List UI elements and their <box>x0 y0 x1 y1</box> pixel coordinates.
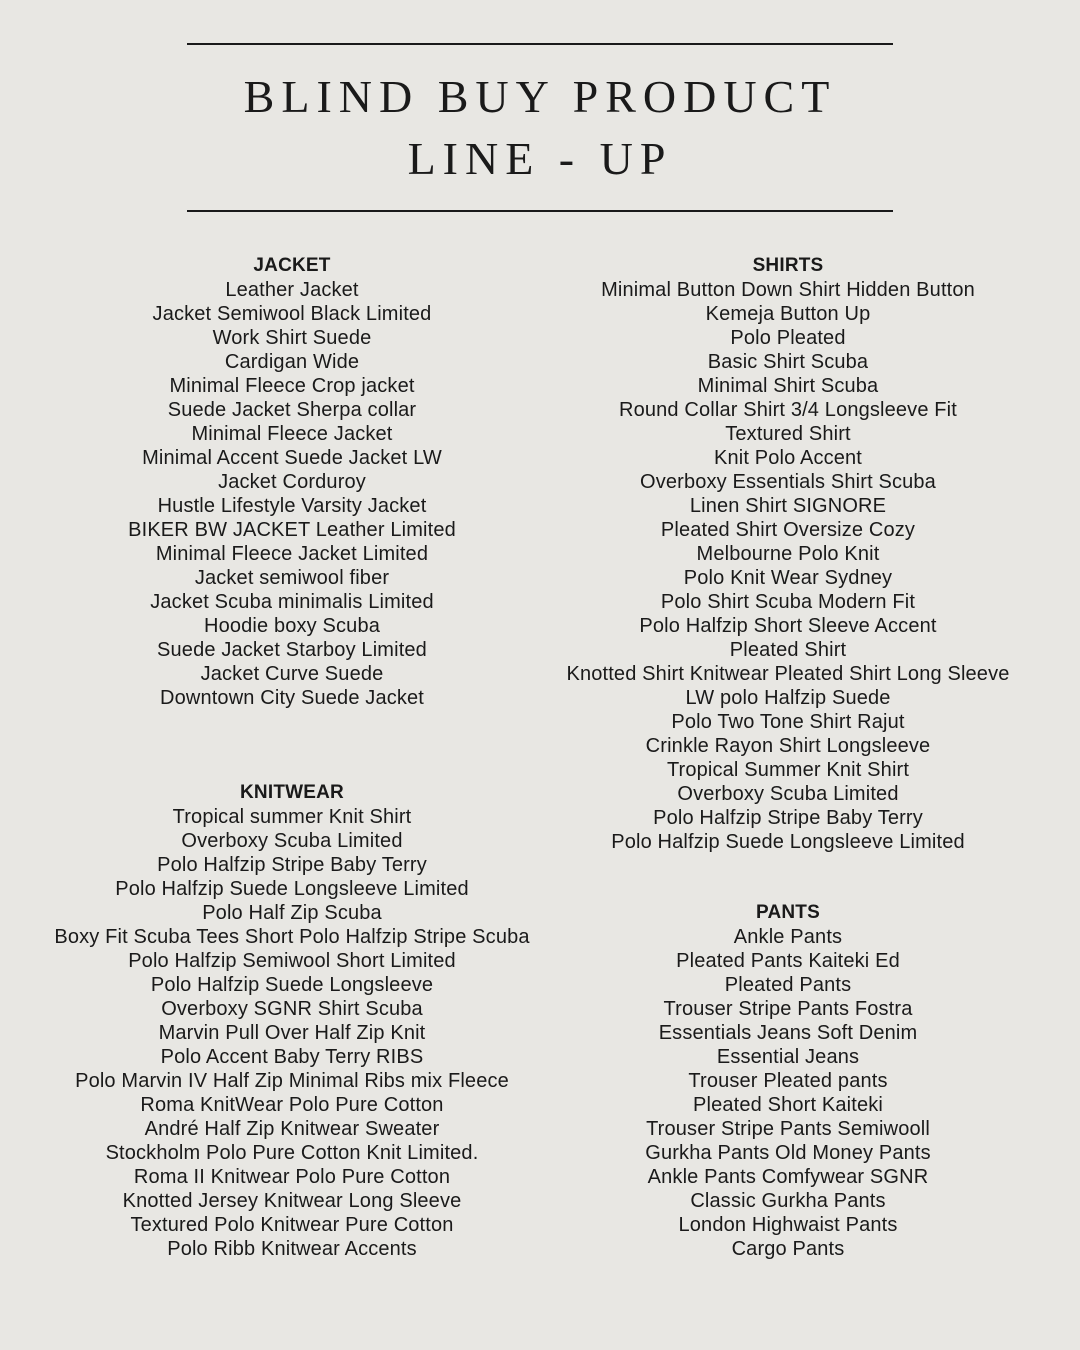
list-item: Polo Halfzip Stripe Baby Terry <box>653 807 923 829</box>
list-item: Jacket Scuba minimalis Limited <box>150 591 434 613</box>
page-title-line-2: LINE - UP <box>407 133 673 184</box>
list-item: Polo Ribb Knitwear Accents <box>167 1238 417 1260</box>
list-item: Polo Halfzip Semiwool Short Limited <box>128 950 456 972</box>
jacket-section <box>22 254 562 710</box>
list-item: Linen Shirt SIGNORE <box>689 495 887 517</box>
list-item: Pleated Shirt Oversize Cozy <box>660 519 916 541</box>
list-item: Polo Halfzip Stripe Baby Terry <box>157 854 427 876</box>
list-item: Work Shirt Suede <box>212 327 372 349</box>
list-item: Jacket Curve Suede <box>200 663 384 685</box>
list-item: Cargo Pants <box>731 1238 845 1260</box>
jacket-list <box>22 278 562 710</box>
list-item: Minimal Fleece Jacket Limited <box>155 543 429 565</box>
list-item: Textured Shirt <box>725 423 851 445</box>
list-item: Marvin Pull Over Half Zip Knit <box>158 1022 426 1044</box>
pants-section <box>540 901 1036 1261</box>
list-item: Textured Polo Knitwear Pure Cotton <box>130 1214 454 1236</box>
list-item: Polo Knit Wear Sydney <box>683 567 893 589</box>
list-item: Trouser Stripe Pants Semiwooll <box>646 1118 930 1140</box>
list-item: Polo Pleated <box>730 327 846 349</box>
list-item: Ankle Pants Comfywear SGNR <box>647 1166 929 1188</box>
shirts-section <box>540 254 1036 854</box>
list-item: Essential Jeans <box>716 1046 860 1068</box>
list-item: BIKER BW JACKET Leather Limited <box>128 519 456 541</box>
list-item: Minimal Button Down Shirt Hidden Button <box>601 279 975 301</box>
list-item: Boxy Fit Scuba Tees Short Polo Halfzip Stripe Scuba <box>54 926 530 948</box>
pants-list <box>540 925 1036 1261</box>
list-item: Pleated Shirt <box>729 639 847 661</box>
list-item: Basic Shirt Scuba <box>707 351 869 373</box>
list-item: Round Collar Shirt 3/4 Longsleeve Fit <box>619 399 957 421</box>
list-item: Crinkle Rayon Shirt Longsleeve <box>645 735 931 757</box>
list-item: Gurkha Pants Old Money Pants <box>645 1142 931 1164</box>
list-item: Leather Jacket <box>225 279 359 301</box>
list-item: Knotted Jersey Knitwear Long Sleeve <box>122 1190 462 1212</box>
list-item: Melbourne Polo Knit <box>696 543 880 565</box>
list-item: Stockholm Polo Pure Cotton Knit Limited. <box>105 1142 479 1164</box>
list-item: Ankle Pants <box>733 926 843 948</box>
knitwear-list <box>22 805 562 1261</box>
list-item: Trouser Stripe Pants Fostra <box>663 998 913 1020</box>
list-item: Suede Jacket Starboy Limited <box>157 639 427 661</box>
list-item: Polo Halfzip Suede Longsleeve Limited <box>611 831 965 853</box>
list-item: Polo Halfzip Suede Longsleeve Limited <box>115 878 469 900</box>
list-item: Pleated Pants <box>724 974 852 996</box>
list-item: Knit Polo Accent <box>713 447 863 469</box>
list-item: London Highwaist Pants <box>678 1214 898 1236</box>
list-item: Polo Halfzip Suede Longsleeve <box>150 974 434 996</box>
knitwear-heading: KNITWEAR <box>240 782 344 803</box>
list-item: Tropical Summer Knit Shirt <box>666 759 910 781</box>
list-item: Jacket Semiwool Black Limited <box>152 303 432 325</box>
pants-heading: PANTS <box>756 902 820 923</box>
list-item: Overboxy Scuba Limited <box>677 783 899 805</box>
list-item: Polo Two Tone Shirt Rajut <box>671 711 905 733</box>
list-item: Polo Shirt Scuba Modern Fit <box>660 591 916 613</box>
knitwear-section <box>22 781 562 1261</box>
list-item: Overboxy Scuba Limited <box>181 830 403 852</box>
list-item: Polo Halfzip Short Sleeve Accent <box>639 615 937 637</box>
list-item: Pleated Pants Kaiteki Ed <box>676 950 900 972</box>
list-item: Jacket Corduroy <box>218 471 366 493</box>
list-item: Polo Marvin IV Half Zip Minimal Ribs mix Fleece <box>75 1070 509 1092</box>
list-item: Kemeja Button Up <box>705 303 871 325</box>
bottom-divider <box>187 210 893 212</box>
list-item: Trouser Pleated pants <box>688 1070 888 1092</box>
list-item: Jacket semiwool fiber <box>194 567 390 589</box>
shirts-list <box>540 278 1036 854</box>
list-item: Polo Half Zip Scuba <box>202 902 382 924</box>
list-item: Classic Gurkha Pants <box>690 1190 886 1212</box>
top-divider <box>187 43 893 45</box>
list-item: Essentials Jeans Soft Denim <box>658 1022 918 1044</box>
list-item: André Half Zip Knitwear Sweater <box>144 1118 440 1140</box>
list-item: Polo Accent Baby Terry RIBS <box>160 1046 424 1068</box>
list-item: Suede Jacket Sherpa collar <box>167 399 417 421</box>
list-item: Hustle Lifestyle Varsity Jacket <box>157 495 427 517</box>
list-item: Knotted Shirt Knitwear Pleated Shirt Long Sleeve <box>566 663 1010 685</box>
list-item: Cardigan Wide <box>224 351 360 373</box>
list-item: Hoodie boxy Scuba <box>204 615 380 637</box>
list-item: Minimal Fleece Jacket <box>191 423 393 445</box>
list-item: Overboxy SGNR Shirt Scuba <box>161 998 423 1020</box>
shirts-heading: SHIRTS <box>752 255 824 276</box>
jacket-heading: JACKET <box>253 255 331 276</box>
list-item: Minimal Accent Suede Jacket LW <box>142 447 442 469</box>
page-title-line-1: BLIND BUY PRODUCT <box>243 71 837 122</box>
list-item: LW polo Halfzip Suede <box>685 687 891 709</box>
list-item: Overboxy Essentials Shirt Scuba <box>640 471 936 493</box>
list-item: Roma II Knitwear Polo Pure Cotton <box>133 1166 451 1188</box>
list-item: Pleated Short Kaiteki <box>693 1094 883 1116</box>
list-item: Roma KnitWear Polo Pure Cotton <box>140 1094 444 1116</box>
list-item: Downtown City Suede Jacket <box>159 687 425 709</box>
list-item: Minimal Shirt Scuba <box>697 375 879 397</box>
list-item: Tropical summer Knit Shirt <box>172 806 412 828</box>
list-item: Minimal Fleece Crop jacket <box>169 375 415 397</box>
